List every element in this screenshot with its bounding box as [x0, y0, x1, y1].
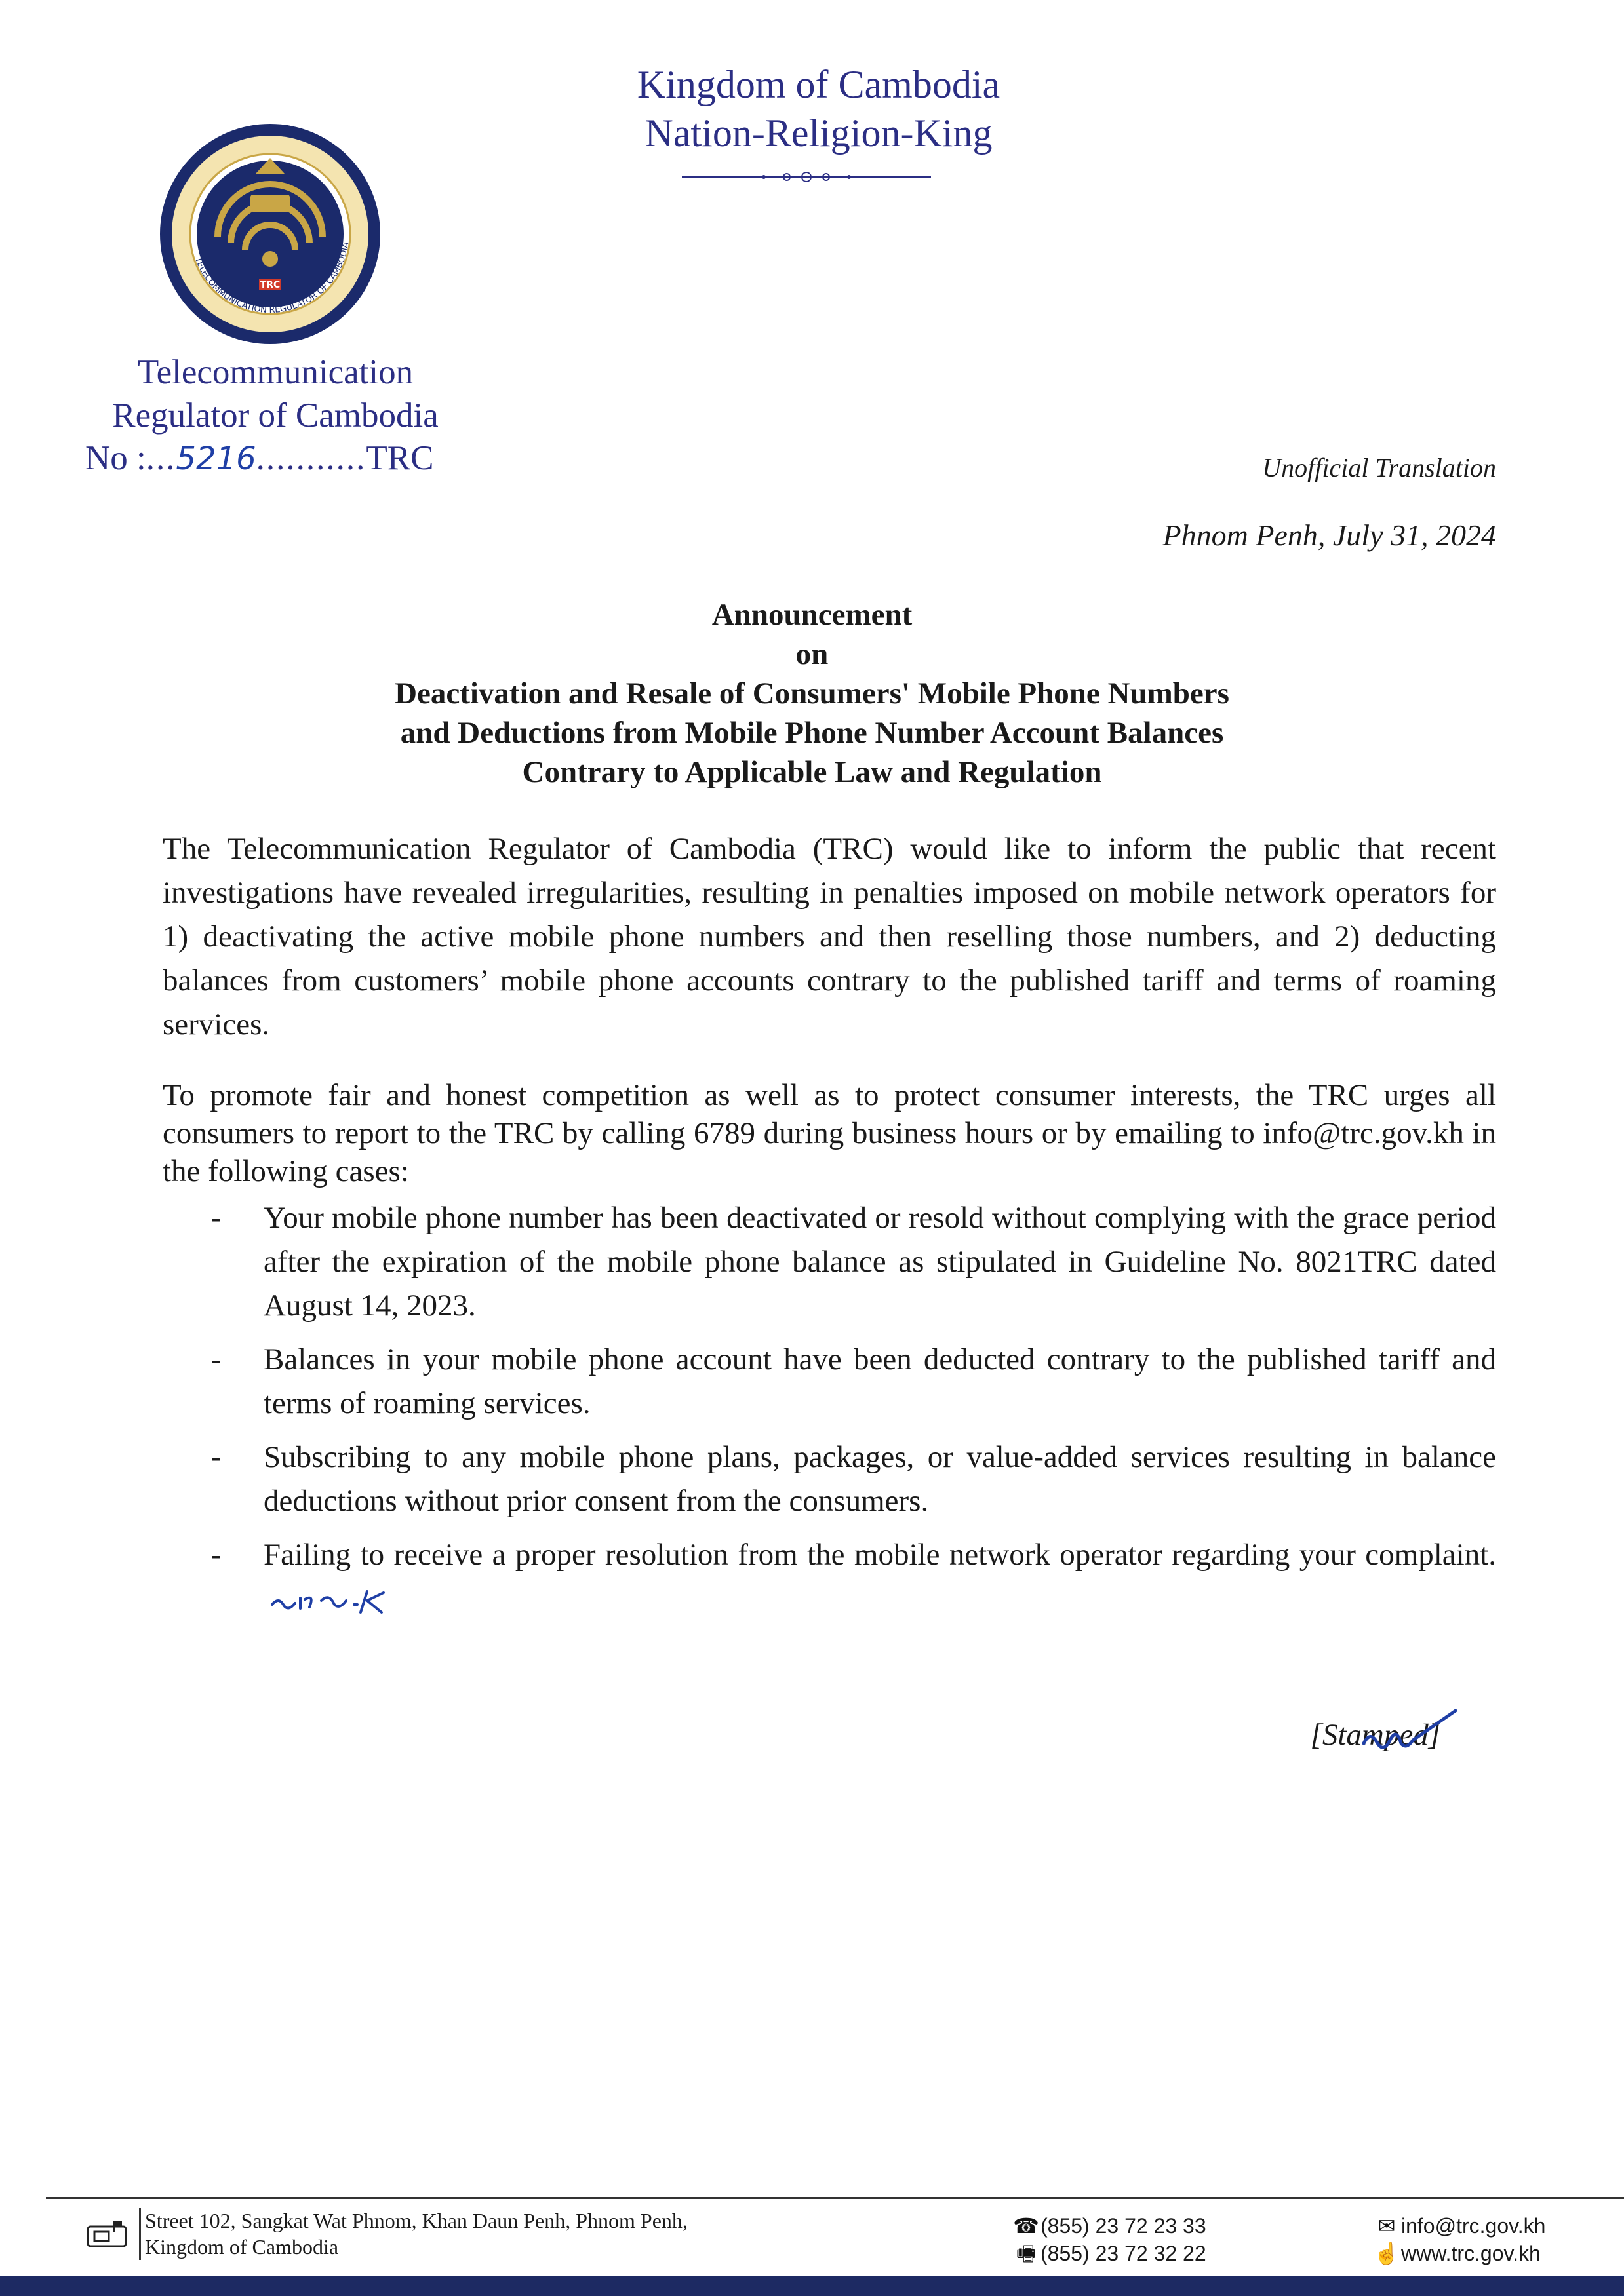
title-line5: Contrary to Applicable Law and Regulation	[522, 755, 1102, 789]
list-item	[203, 1338, 1496, 1426]
paragraph-2-text: To promote fair and honest competition as well as to protect consumer interests, the TRC urges all consumers to report to the TRC by calling 6789 during business hours or by emailing to info@trc.gov.kh in the following cases:	[163, 1078, 1496, 1188]
telephone-icon: ☎	[1013, 2214, 1039, 2238]
bullet-dash: -	[211, 1538, 222, 1572]
national-motto: Nation-Religion-King	[644, 111, 993, 155]
stamped-note: [Stamped]	[1310, 1718, 1440, 1752]
divider-ornament-icon	[682, 169, 931, 185]
mailbox-icon	[85, 2219, 129, 2249]
list-item-text: Subscribing to any mobile phone plans, packages, or value-added services resulting in balance deductions without prior consent from the consumers.	[264, 1440, 1496, 1518]
title-line4: and Deductions from Mobile Phone Number Account Balances	[400, 716, 1224, 750]
footer-band	[0, 2276, 1624, 2296]
fax-icon: 🖷	[1016, 2242, 1037, 2265]
doc-no-suffix: TRC	[366, 439, 434, 477]
doc-no-dots-after: ...........	[256, 439, 366, 477]
signature-mark	[1360, 1704, 1459, 1757]
translation-note: Unofficial Translation	[1262, 453, 1496, 482]
address-line1: Street 102, Sangkat Wat Phnom, Khan Daun Penh, Phnom Penh,	[145, 2209, 688, 2232]
email-icon: ✉	[1377, 2214, 1396, 2238]
pointer-icon: ☝	[1374, 2242, 1400, 2265]
title-line2: on	[795, 637, 829, 671]
body-paragraph-2	[163, 1076, 1496, 1190]
announcement-title	[0, 595, 1624, 792]
document-number	[85, 437, 433, 480]
bullet-dash: -	[211, 1440, 222, 1474]
country-name: Kingdom of Cambodia	[637, 63, 1000, 106]
footer-phone-block	[1013, 2212, 1206, 2267]
footer-website[interactable]: www.trc.gov.kh	[1401, 2242, 1541, 2265]
initials-signature	[269, 1585, 426, 1618]
organization-line2: Regulator of Cambodia	[112, 397, 439, 435]
list-item-text: Your mobile phone number has been deactivated or resold without complying with the grace period after the expiration of the mobile phone balance as stipulated in Guideline No. 8021TRC dated August 14, 2023.	[264, 1201, 1496, 1323]
cases-list	[203, 1196, 1496, 1631]
title-line1: Announcement	[711, 598, 913, 632]
list-item-text: Balances in your mobile phone account have been deducted contrary to the published tariff and terms of roaming services.	[264, 1342, 1496, 1420]
trc-logo	[157, 121, 384, 347]
body-paragraph-1: The Telecommunication Regulator of Cambodia (TRC) would like to inform the public that recent investigations have revealed irregularities, resulting in penalties imposed on mobile network operators for 1) deactivating the active mobile phone numbers and then reselling those numbers, and 2) deducting balances from customers’ mobile phone accounts contrary to the published tariff and terms of roaming services.	[163, 832, 1496, 1041]
logo-abbr: TRC	[260, 280, 281, 290]
doc-no-label: No :	[85, 439, 146, 477]
footer-contact-block	[1374, 2212, 1546, 2267]
list-item	[203, 1196, 1496, 1328]
place-date: Phnom Penh, July 31, 2024	[1162, 518, 1496, 552]
organization-line1: Telecommunication	[137, 353, 414, 391]
footer-phone: (855) 23 72 23 33	[1040, 2214, 1206, 2238]
organization-name	[66, 351, 485, 437]
list-item	[203, 1533, 1496, 1621]
bullet-dash: -	[211, 1342, 222, 1376]
footer-address	[139, 2208, 688, 2260]
doc-no-handwritten: 5216	[176, 440, 256, 477]
list-item	[203, 1435, 1496, 1523]
logo-ring-text: TELECOMMUNICATION REGULATOR OF CAMBODIA	[193, 241, 351, 316]
address-line2: Kingdom of Cambodia	[145, 2235, 339, 2259]
title-line3: Deactivation and Resale of Consumers' Mobile Phone Numbers	[395, 676, 1229, 710]
doc-no-dots-before: ...	[146, 439, 176, 477]
bullet-dash: -	[211, 1201, 222, 1235]
footer-fax: (855) 23 72 32 22	[1040, 2242, 1206, 2265]
footer-email[interactable]: info@trc.gov.kh	[1401, 2214, 1546, 2238]
list-item-text: Failing to receive a proper resolution from the mobile network operator regarding your complaint.	[264, 1538, 1496, 1572]
footer-divider	[46, 2197, 1624, 2199]
